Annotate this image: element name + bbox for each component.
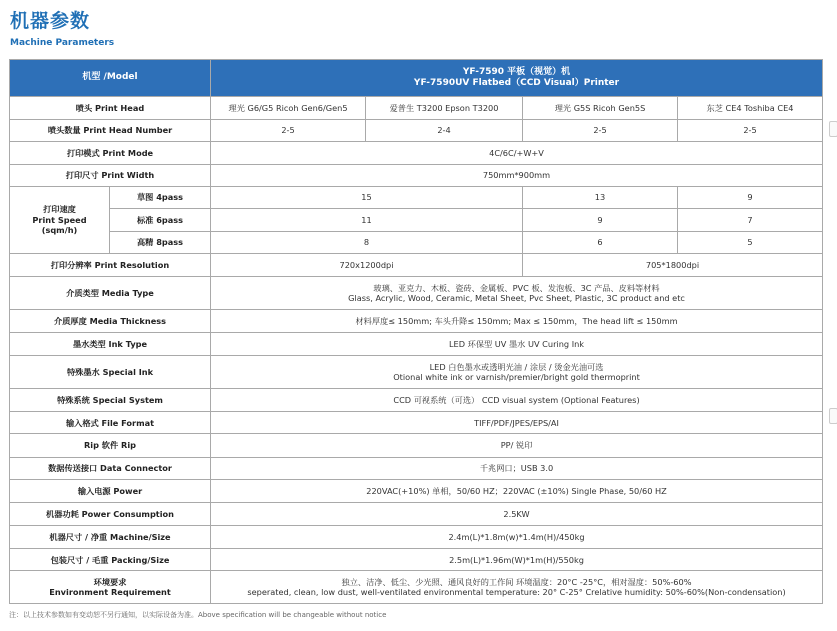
model-value: [211, 60, 823, 97]
packing-size-label: 包装尺寸 / 毛重 Packing/Size: [10, 549, 211, 571]
media-type-line1: 玻璃、亚克力、木板、瓷砖、金属板、PVC 板、发泡板、3C 产品、皮料等材料: [373, 282, 660, 293]
table-row-data-connector: [10, 457, 823, 479]
table-row-special-system: [10, 388, 823, 411]
print-head-value: 理光 G5S Ricoh Gen5S: [523, 96, 678, 119]
file-format-label: 输入格式 File Format: [10, 412, 211, 434]
table-row-special-ink: [10, 356, 823, 388]
table-row-media-type: [10, 277, 823, 309]
print-speed-label: [10, 186, 110, 253]
page-title: 机器参数: [10, 10, 91, 32]
packing-size-value: 2.5m(L)*1.96m(W)*1m(H)/550kg: [211, 549, 823, 571]
print-width-label: 打印尺寸 Print Width: [10, 164, 211, 186]
print-head-number-value: 2-5: [211, 119, 366, 141]
speed-value: 15: [211, 186, 523, 208]
print-head-number-value: 2-5: [678, 119, 823, 141]
model-label: 机型 /Model: [10, 60, 211, 97]
table-row-packing-size: [10, 549, 823, 571]
environment-value: [211, 571, 823, 604]
ink-type-value: LED 环保型 UV 墨水 UV Curing Ink: [211, 332, 823, 355]
speed-mode-label: 标准 6pass: [110, 209, 211, 231]
print-resolution-value: 705*1800dpi: [523, 253, 823, 276]
power-consumption-value: 2.5KW: [211, 503, 823, 525]
table-row-power: [10, 480, 823, 503]
speed-value: 5: [678, 231, 823, 253]
print-speed-label-unit: (sqm/h): [41, 224, 78, 235]
special-system-label: 特殊系统 Special System: [10, 388, 211, 411]
print-mode-value: 4C/6C/+W+V: [211, 142, 823, 164]
rip-label: Rip 软件 Rip: [10, 434, 211, 457]
special-ink-line2: Otional white ink or varnish/premier/bright gold thermoprint: [393, 372, 640, 383]
scroll-handle[interactable]: [829, 408, 837, 424]
table-row-rip: [10, 434, 823, 457]
model-value-line1: YF-7590 平板（视觉）机: [462, 66, 571, 77]
print-resolution-value: 720x1200dpi: [211, 253, 523, 276]
scroll-handle[interactable]: [829, 121, 837, 137]
table-row-print-mode: [10, 142, 823, 164]
table-row-machine-size: [10, 525, 823, 548]
data-connector-value: 千兆网口；USB 3.0: [211, 457, 823, 479]
table-row-file-format: [10, 412, 823, 434]
table-row-speed-draft: [10, 186, 823, 208]
table-row-print-head-number: [10, 119, 823, 141]
environment-label-cn: 环境要求: [93, 576, 127, 587]
speed-value: 7: [678, 209, 823, 231]
machine-size-value: 2.4m(L)*1.8m(w)*1.4m(H)/450kg: [211, 525, 823, 548]
speed-value: 8: [211, 231, 523, 253]
table-row-model: [10, 60, 823, 97]
table-row-print-width: [10, 164, 823, 186]
environment-label: [10, 571, 211, 604]
special-ink-label: 特殊墨水 Special Ink: [10, 356, 211, 388]
ink-type-label: 墨水类型 Ink Type: [10, 332, 211, 355]
machine-parameters-table: [9, 59, 823, 604]
special-ink-value: [211, 356, 823, 388]
page-subtitle: Machine Parameters: [10, 38, 115, 48]
media-type-line2: Glass, Acrylic, Wood, Ceramic, Metal Sheet, Pvc Sheet, Plastic, 3C product and etc: [348, 292, 685, 303]
table-row-speed-standard: [10, 209, 823, 231]
file-format-value: TIFF/PDF/JPES/EPS/AI: [211, 412, 823, 434]
print-mode-label: 打印模式 Print Mode: [10, 142, 211, 164]
table-row-ink-type: [10, 332, 823, 355]
table-row-media-thickness: [10, 309, 823, 332]
print-head-value: 爱普生 T3200 Epson T3200: [366, 96, 523, 119]
data-connector-label: 数据传送接口 Data Connector: [10, 457, 211, 479]
machine-size-label: 机器尺寸 / 净重 Machine/Size: [10, 525, 211, 548]
media-type-label: 介质类型 Media Type: [10, 277, 211, 309]
power-value: 220VAC(+10%) 单相，50/60 HZ；220VAC (±10%) Single Phase, 50/60 HZ: [211, 480, 823, 503]
speed-value: 6: [523, 231, 678, 253]
print-head-value: 东芝 CE4 Toshiba CE4: [678, 96, 823, 119]
environment-label-en: Environment Requirement: [49, 587, 171, 598]
media-thickness-value: 材料厚度≤ 150mm; 车头升降≤ 150mm; Max ≤ 150mm，The head lift ≤ 150mm: [211, 309, 823, 332]
table-row-power-consumption: [10, 503, 823, 525]
print-width-value: 750mm*900mm: [211, 164, 823, 186]
power-consumption-label: 机器功耗 Power Consumption: [10, 503, 211, 525]
speed-value: 9: [523, 209, 678, 231]
print-head-number-label: 喷头数量 Print Head Number: [10, 119, 211, 141]
print-head-label: 喷头 Print Head: [10, 96, 211, 119]
print-resolution-label: 打印分辨率 Print Resolution: [10, 253, 211, 276]
print-speed-label-en: Print Speed: [32, 214, 87, 225]
special-system-value: CCD 可视系统（可选） CCD visual system (Optional Features): [211, 388, 823, 411]
speed-mode-label: 草图 4pass: [110, 186, 211, 208]
table-row-print-resolution: [10, 253, 823, 276]
speed-mode-label: 高精 8pass: [110, 231, 211, 253]
rip-value: PP/ 锐印: [211, 434, 823, 457]
footnote: 注：以上技术参数如有变动恕不另行通知，以实际设备为准。Above specification will be changeable without notice: [9, 611, 387, 619]
print-head-number-value: 2-4: [366, 119, 523, 141]
power-label: 输入电源 Power: [10, 480, 211, 503]
speed-value: 11: [211, 209, 523, 231]
environment-line2: seperated, clean, low dust, well-ventilated environmental temperature: 20° C-25° Crelative humidity: 50%-60%(Non-condensation): [247, 587, 786, 598]
table-row-speed-fine: [10, 231, 823, 253]
speed-value: 9: [678, 186, 823, 208]
environment-line1: 独立、洁净、低尘、少光照、通风良好的工作间 环境温度：20°C -25°C，相对湿度：50%-60%: [341, 576, 692, 587]
special-ink-line1: LED 白色墨水或透明光油 / 涂层 / 烫金光油可选: [429, 361, 604, 372]
table-row-environment: [10, 571, 823, 604]
media-type-value: [211, 277, 823, 309]
speed-value: 13: [523, 186, 678, 208]
table-row-print-head: [10, 96, 823, 119]
media-thickness-label: 介质厚度 Media Thickness: [10, 309, 211, 332]
model-value-line2: YF-7590UV Flatbed（CCD Visual）Printer: [413, 77, 620, 88]
print-head-value: 理光 G6/G5 Ricoh Gen6/Gen5: [211, 96, 366, 119]
print-speed-label-cn: 打印速度: [43, 204, 76, 215]
print-head-number-value: 2-5: [523, 119, 678, 141]
